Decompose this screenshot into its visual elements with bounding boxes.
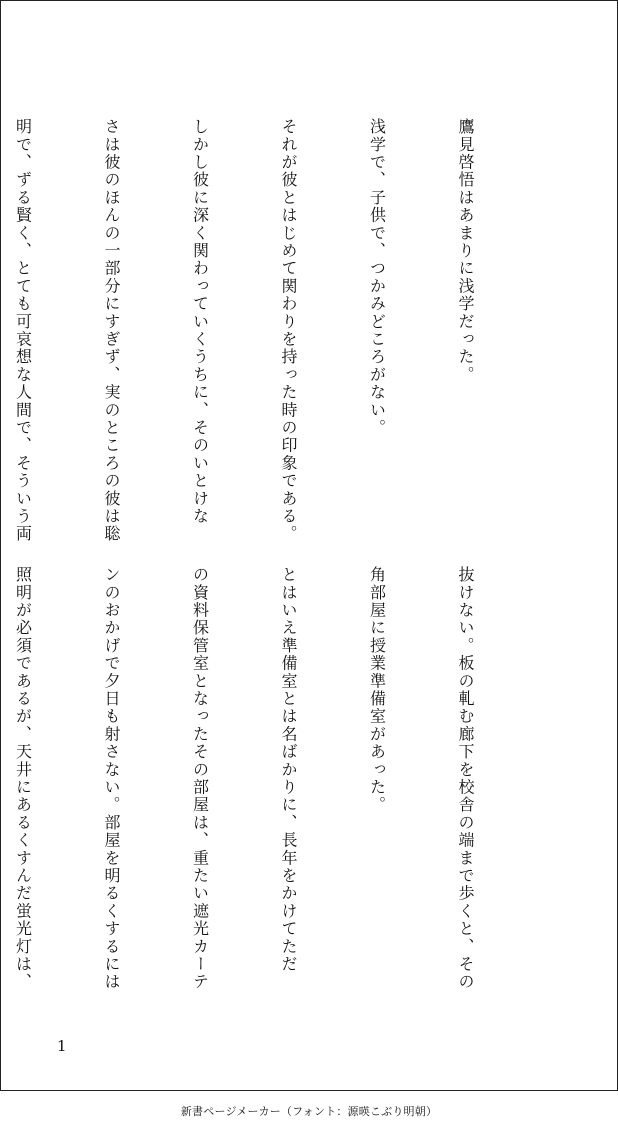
text-line: の資料保管室となったその部屋は、重たい遮光カーテ (190, 566, 210, 991)
text-line: さは彼のほんの一部分にすぎず、実のところの彼は聡 (102, 118, 121, 543)
text-line: とはいえ準備室とは名ばかりに、長年をかけてただ (279, 566, 298, 974)
text-line: しかし彼に深く関わっていくうちに、そのいとけな (190, 118, 210, 526)
text-line: 照明が必須であるが、天井にあるくすんだ蛍光灯は、 (13, 566, 33, 991)
text-line: 角部屋に授業準備室があった。 (367, 566, 387, 814)
text-line: 浅学で、子供で、つかみどころがない。 (367, 118, 387, 437)
text-line: 鷹見啓悟はあまりに浅学だった。 (456, 118, 475, 384)
text-line: ンのおかげで夕日も射さない。部屋を明るくするには (102, 566, 121, 991)
upper-text-column (0, 118, 539, 543)
text-line: 明で、ずる賢く、とても可哀想な人間で、そういう両 (13, 118, 33, 543)
lower-text-column (0, 566, 539, 991)
text-line: 抜けない。板の軋む廊下を校舎の端まで歩くと、その (456, 566, 475, 991)
page-number: 1 (57, 1037, 67, 1055)
text-line: それが彼とはじめて関わりを持った時の印象である。 (279, 118, 298, 543)
footer-caption: 新書ページメーカー（フォント：源暎こぶり明朝） (180, 1105, 438, 1118)
